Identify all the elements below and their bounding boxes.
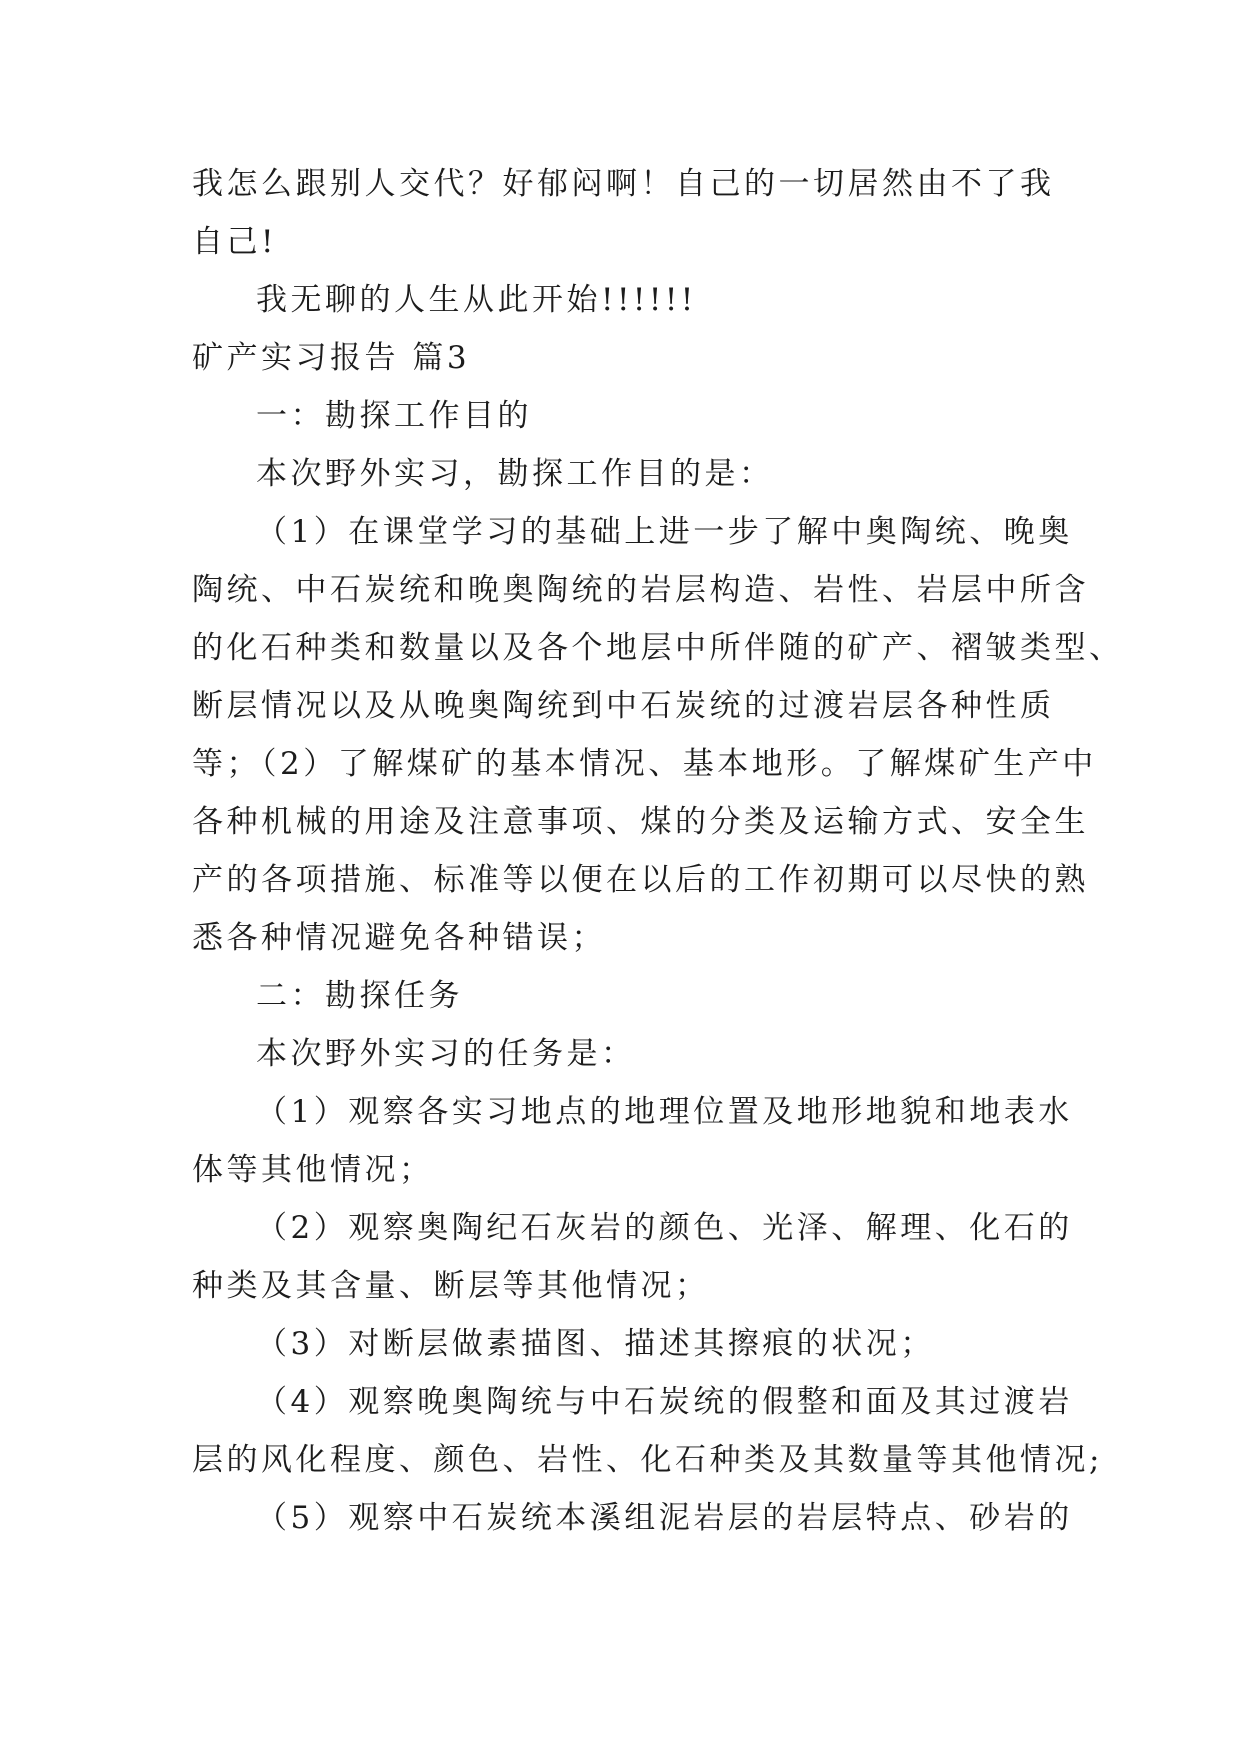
text-line: （4）观察晚奥陶统与中石炭统的假整和面及其过渡岩 bbox=[256, 1384, 1073, 1420]
text-line: 悉各种情况避免各种错误； bbox=[192, 920, 606, 956]
text-line: 体等其他情况； bbox=[192, 1152, 434, 1188]
subheading: 一：勘探工作目的 bbox=[256, 398, 532, 434]
document-body bbox=[192, 155, 1124, 1547]
text-line: 自己! bbox=[192, 224, 277, 260]
subheading: 二：勘探任务 bbox=[256, 978, 463, 1014]
text-line: 各种机械的用途及注意事项、煤的分类及运输方式、安全生 bbox=[192, 804, 1089, 840]
text-line: （3）对断层做素描图、描述其擦痕的状况； bbox=[256, 1326, 935, 1362]
text-line: 等；（2）了解煤矿的基本情况、基本地形。了解煤矿生产中 bbox=[192, 746, 1097, 782]
text-line: 的化石种类和数量以及各个地层中所伴随的矿产、褶皱类型、 bbox=[192, 630, 1124, 666]
text-line: （2）观察奥陶纪石灰岩的颜色、光泽、解理、化石的 bbox=[256, 1210, 1073, 1246]
text-line: 本次野外实习的任务是： bbox=[256, 1036, 636, 1072]
text-line: 产的各项措施、标准等以便在以后的工作初期可以尽快的熟 bbox=[192, 862, 1089, 898]
text-line: 断层情况以及从晚奥陶统到中石炭统的过渡岩层各种性质 bbox=[192, 688, 1055, 724]
text-line: 我怎么跟别人交代？好郁闷啊！自己的一切居然由不了我 bbox=[192, 166, 1055, 202]
text-line: 我无聊的人生从此开始!!!!!! bbox=[256, 282, 697, 318]
text-line: 层的风化程度、颜色、岩性、化石种类及其数量等其他情况; bbox=[192, 1442, 1103, 1478]
text-line: （1）观察各实习地点的地理位置及地形地貌和地表水 bbox=[256, 1094, 1073, 1130]
text-line: （1）在课堂学习的基础上进一步了解中奥陶统、晚奥 bbox=[256, 514, 1073, 550]
text-line: 陶统、中石炭统和晚奥陶统的岩层构造、岩性、岩层中所含 bbox=[192, 572, 1089, 608]
section-heading: 矿产实习报告 篇3 bbox=[192, 340, 471, 376]
text-line: （5）观察中石炭统本溪组泥岩层的岩层特点、砂岩的 bbox=[256, 1500, 1073, 1536]
text-line: 种类及其含量、断层等其他情况； bbox=[192, 1268, 710, 1304]
text-line: 本次野外实习，勘探工作目的是： bbox=[256, 456, 774, 492]
